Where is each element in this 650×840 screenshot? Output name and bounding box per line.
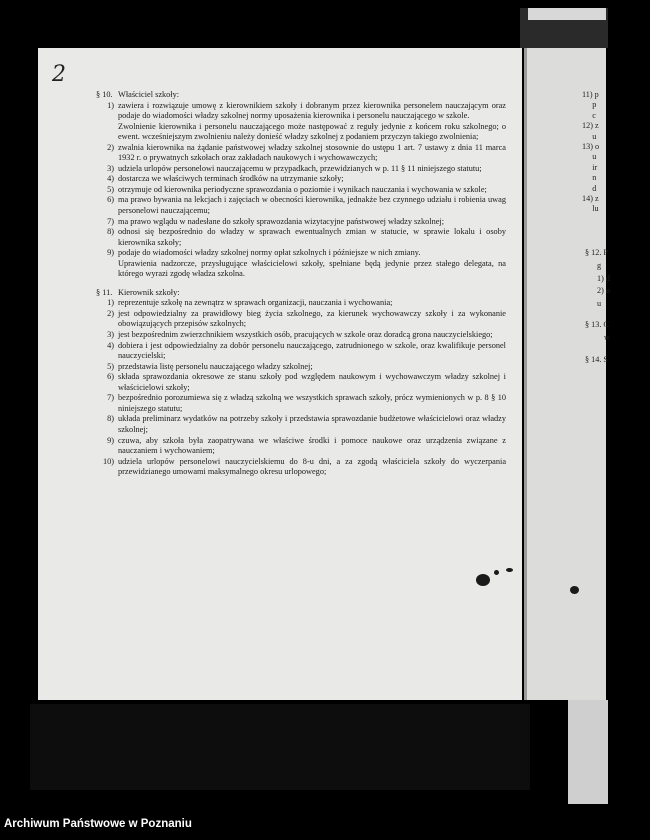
facing-line: 12) z	[582, 121, 599, 131]
facing-line: p	[582, 100, 597, 110]
facing-section-13: § 13. C	[585, 320, 609, 329]
item-number: 1)	[107, 100, 114, 110]
facing-line: ir	[582, 162, 598, 172]
scan-dark-band	[30, 704, 530, 790]
facing-page-text	[584, 90, 606, 215]
item-number: 8)	[107, 227, 114, 237]
facing-line: lu	[582, 204, 599, 214]
item-text: Uprawienia nadzorcze, przysługujące właścicielowi szkoły, spełniane będą jedynie przez stałego delegata, na którego wyrazi zgodę władza szkolna.	[118, 258, 506, 279]
list-item	[96, 393, 506, 414]
section-title: Właściciel szkoły:	[118, 90, 180, 99]
item-text: podaje do wiadomości władzy szkolnej normy opłat szkolnych i późniejsze w nich zmiany.	[118, 248, 421, 258]
facing-line: n	[582, 173, 597, 183]
item-number: 3)	[107, 163, 114, 173]
list-item	[96, 372, 506, 393]
item-number: 5)	[107, 361, 114, 371]
facing-section-14: § 14. S	[585, 355, 608, 364]
section-11	[96, 288, 506, 478]
item-text: ma prawo bywania na lekcjach i zajęciach w obecności kierownika, jednakże bez czynnego udziału i robienia uwag personelowi nauczającemu;	[118, 195, 506, 216]
item-number: 3)	[107, 330, 114, 340]
ink-stains	[476, 566, 586, 606]
list-item	[96, 414, 506, 435]
scan-edge-top	[520, 8, 608, 48]
item-number: 9)	[107, 435, 114, 445]
list-item	[96, 174, 506, 185]
item-text: Zwolnienie kierownika i personelu nauczającego może następować z reguły jedynie z końcem roku szkolnego; o ewent. wcześniejszym zwolnieniu należy donieść władzy szkolnej z podaniem przyczyn takiego zwolnienia;	[118, 121, 506, 142]
list-item	[96, 101, 506, 122]
item-number: 6)	[107, 372, 114, 382]
facing-line: c	[582, 110, 596, 120]
item-number: 1)	[107, 298, 114, 308]
facing-line: u	[582, 131, 597, 141]
item-text: zwalnia kierownika na żądanie państwowej władzy szkolnej stosownie do ustępu 1 art. 7 ustawy z dnia 11 marca 1932 r. o prywatnych szkołach oraz zakładach naukowych i wychowawczych;	[118, 142, 506, 163]
statute-text	[96, 90, 506, 480]
item-text: układa preliminarz wydatków na potrzeby szkoły i przedstawia sprawozdanie budżetowe właścicielowi oraz władzy szkolnej;	[118, 414, 506, 434]
scan-strip	[528, 8, 606, 20]
section-title: Kierownik szkoły:	[118, 287, 180, 297]
section-number: § 11.	[96, 287, 113, 297]
list-item	[96, 457, 506, 478]
list-item	[96, 309, 506, 330]
facing-line: 2) o	[597, 286, 610, 295]
ink-blot	[506, 568, 513, 572]
list-item	[96, 143, 506, 164]
archive-footer: Archiwum Państwowe w Poznaniu	[4, 818, 192, 830]
facing-line: 11) p	[582, 90, 599, 99]
section-heading	[96, 288, 506, 299]
item-number: 5)	[107, 184, 114, 194]
item-number: 2)	[107, 142, 114, 152]
item-number: 7)	[107, 393, 114, 403]
paragraph	[96, 122, 506, 143]
list-item	[96, 436, 506, 457]
facing-line: d	[582, 183, 597, 193]
item-number: 4)	[107, 340, 114, 350]
facing-section-13-line: w	[604, 333, 610, 342]
item-text: składa sprawozdania okresowe ze stanu szkoły pod względem naukowym i wychowawczym władzy szkolnej i właścicielowi szkoły;	[118, 372, 506, 392]
item-number: 7)	[107, 216, 114, 226]
list-item	[96, 248, 506, 259]
facing-line: 14) z	[582, 194, 599, 204]
item-text: zawiera i rozwiązuje umowę z kierownikiem szkoły i dobranym przez kierownika personelem nauczającym oraz podaje do wiadomości władzy szkolnej normy uposażenia kierownika i personelu nauczającego w szkole.	[118, 100, 506, 121]
list-item	[96, 227, 506, 248]
item-number: 9)	[107, 248, 114, 258]
item-text: przedstawia listę personelu nauczającego władzy szkolnej;	[118, 361, 313, 371]
section-number: § 10.	[96, 90, 113, 99]
page-edge-bottom-right	[568, 700, 608, 804]
list-item	[96, 362, 506, 373]
facing-line: u	[597, 298, 602, 308]
facing-section-12-lines	[597, 260, 610, 310]
list-item	[96, 217, 506, 228]
item-text: dostarcza we właściwych terminach środków na utrzymanie szkoły;	[118, 174, 344, 184]
item-number: 6)	[107, 195, 114, 205]
item-text: jest bezpośrednim zwierzchnikiem wszystkich osób, pracujących w szkole oraz doradcą grona nauczycielskiego;	[118, 330, 493, 340]
list-item	[96, 298, 506, 309]
ink-blot	[570, 586, 579, 594]
section-10	[96, 90, 506, 280]
facing-line: 1) d	[597, 273, 610, 283]
item-text: ma prawo wglądu w nadesłane do szkoły sprawozdania wizytacyjne państwowej władzy szkolnej;	[118, 216, 445, 226]
item-number: 2)	[107, 308, 114, 318]
item-text: czuwa, aby szkoła była zaopatrywana we właściwe środki i pomoce naukowe oraz urządzenia związane z nauczaniem i wychowaniem;	[118, 435, 506, 456]
item-text: udziela urlopów personelowi nauczającemu w przypadkach, przewidzianych w p. 11 § 11 niniejszego statutu;	[118, 163, 482, 173]
ink-blot	[476, 574, 490, 586]
facing-line: g	[597, 261, 602, 270]
item-number: 10)	[102, 456, 114, 466]
list-item	[96, 330, 506, 341]
handwritten-page-number: 2	[52, 62, 66, 87]
facing-section-12: § 12. P	[585, 248, 608, 257]
list-item	[96, 341, 506, 362]
list-item	[96, 164, 506, 175]
item-text: jest odpowiedzialny za prawidłowy bieg życia szkolnego, za kierunek wychowawczy szkoły i za wykonanie obowiązujących przepisów szkolnych;	[118, 308, 506, 329]
item-text: bezpośrednio porozumiewa się z władzą szkolną we wszystkich sprawach szkoły, prócz wymienionych w p. 8 § 10 niniejszego statutu;	[118, 393, 506, 413]
paragraph	[96, 259, 506, 280]
list-item	[96, 195, 506, 216]
facing-line: u	[582, 152, 597, 162]
list-item	[96, 185, 506, 196]
ink-blot	[494, 570, 499, 575]
item-text: dobiera i jest odpowiedzialny za dobór personelu nauczającego, zatrudnionego w szkole, oraz kwalifikuje personel nauczycielski;	[118, 340, 506, 361]
item-text: reprezentuje szkołę na zewnątrz w sprawach organizacji, nauczania i wychowania;	[118, 298, 393, 308]
facing-line: 13) o	[582, 142, 600, 152]
item-text: otrzymuje od kierownika periodyczne sprawozdania o poziomie i wynikach nauczania i wychowania w szkole;	[118, 184, 487, 194]
item-number: 4)	[107, 174, 114, 184]
item-text: udziela urlopów personelowi nauczycielskiemu do 8-u dni, a za zgodą właściciela szkoły do wyczerpania przewidzianego umowami maksymalnego okresu urlopowego;	[118, 456, 506, 477]
document-page	[38, 48, 522, 700]
item-text: odnosi się bezpośrednio do władzy w sprawach ewentualnych zmian w statucie, w sprawie lokalu i osoby kierownika szkoły;	[118, 227, 506, 247]
section-heading	[96, 90, 506, 101]
item-number: 8)	[107, 414, 114, 424]
